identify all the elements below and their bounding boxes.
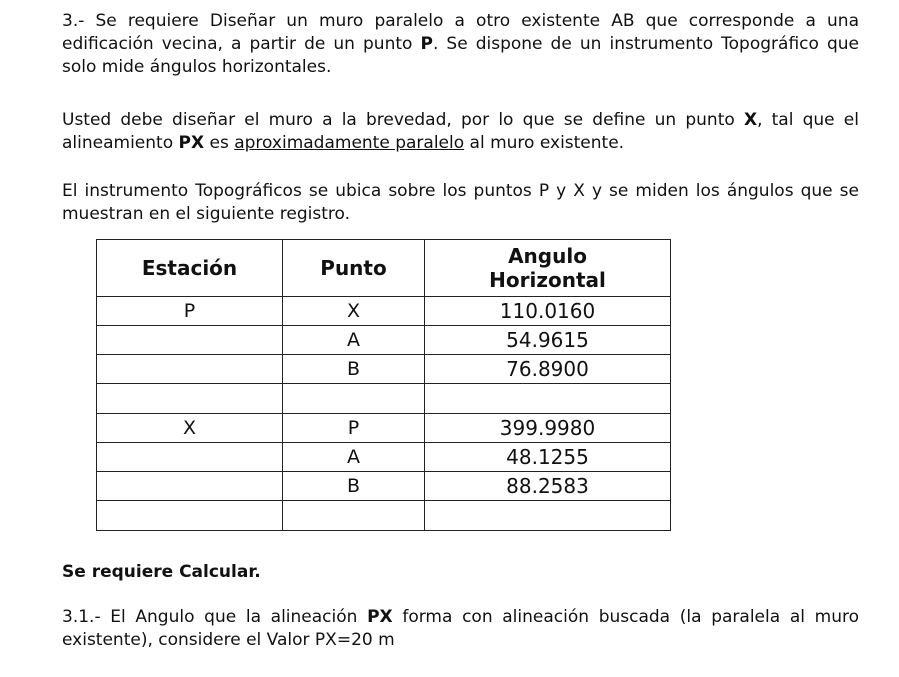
angle-register-table	[96, 239, 671, 531]
station-cell: X	[97, 414, 283, 443]
q31-text-c: forma con alineación buscada (la paralela al muro existente), considere el Valor PX=20 m	[62, 607, 859, 650]
q31-text-a: 3.1.- El Angulo que la alineación	[62, 607, 368, 627]
station-cell	[97, 384, 283, 414]
p2-point-x: X	[743, 110, 758, 130]
p2-text-a: Usted debe diseñar el muro a la brevedad, por lo que se define un punto	[62, 110, 744, 130]
point-cell: P	[283, 414, 425, 443]
header-angle	[425, 240, 671, 297]
question-3-1-paragraph	[62, 606, 859, 652]
point-cell: B	[283, 472, 425, 501]
point-cell: X	[283, 297, 425, 326]
point-cell: B	[283, 355, 425, 384]
design-point-paragraph	[62, 109, 859, 155]
point-cell: A	[283, 443, 425, 472]
p2-text-c: , tal que el alineamiento	[62, 110, 859, 153]
table-row	[97, 384, 671, 414]
station-cell	[97, 443, 283, 472]
instrument-paragraph: El instrumento Topográficos se ubica sobre los puntos P y X y se miden los ángulos que se muestran en el siguiente registro.	[62, 181, 859, 224]
angle-cell: 110.0160	[425, 297, 671, 326]
table-row	[97, 501, 671, 531]
table-header-row	[97, 240, 671, 297]
station-cell: P	[97, 297, 283, 326]
p2-underlined-phrase: aproximadamente paralelo	[234, 133, 465, 153]
angle-cell: 399.9980	[425, 414, 671, 443]
p2-text-e: es	[204, 133, 235, 153]
problem-intro-paragraph	[62, 10, 859, 79]
station-cell	[97, 472, 283, 501]
header-angle-line1: Angulo	[508, 244, 587, 268]
angle-cell: 88.2583	[425, 472, 671, 501]
intro-point-p: P	[420, 34, 433, 54]
table-row	[97, 472, 671, 501]
header-angle-line2: Horizontal	[489, 268, 606, 292]
angle-cell: 48.1255	[425, 443, 671, 472]
intro-text-c: . Se dispone de un instrumento Topográfico que solo mide ángulos horizontales.	[62, 34, 859, 77]
station-cell	[97, 355, 283, 384]
station-cell	[97, 326, 283, 355]
table-row	[97, 414, 671, 443]
angle-cell	[425, 384, 671, 414]
table-row	[97, 297, 671, 326]
station-cell	[97, 501, 283, 531]
table-row	[97, 355, 671, 384]
point-cell: A	[283, 326, 425, 355]
table-row	[97, 443, 671, 472]
angle-cell	[425, 501, 671, 531]
angle-cell: 54.9615	[425, 326, 671, 355]
calculation-heading: Se requiere Calcular.	[62, 562, 261, 582]
angle-cell: 76.8900	[425, 355, 671, 384]
p2-text-g: al muro existente.	[464, 133, 625, 153]
header-station: Estación	[97, 240, 283, 297]
point-cell	[283, 501, 425, 531]
point-cell	[283, 384, 425, 414]
q31-alignment-px: PX	[367, 607, 393, 627]
table-row	[97, 326, 671, 355]
p2-alignment-px: PX	[178, 133, 205, 153]
header-point: Punto	[283, 240, 425, 297]
intro-text-a: 3.- Se requiere Diseñar un muro paralelo a otro existente AB que corresponde a una edificación vecina, a partir de un punto	[62, 11, 859, 54]
